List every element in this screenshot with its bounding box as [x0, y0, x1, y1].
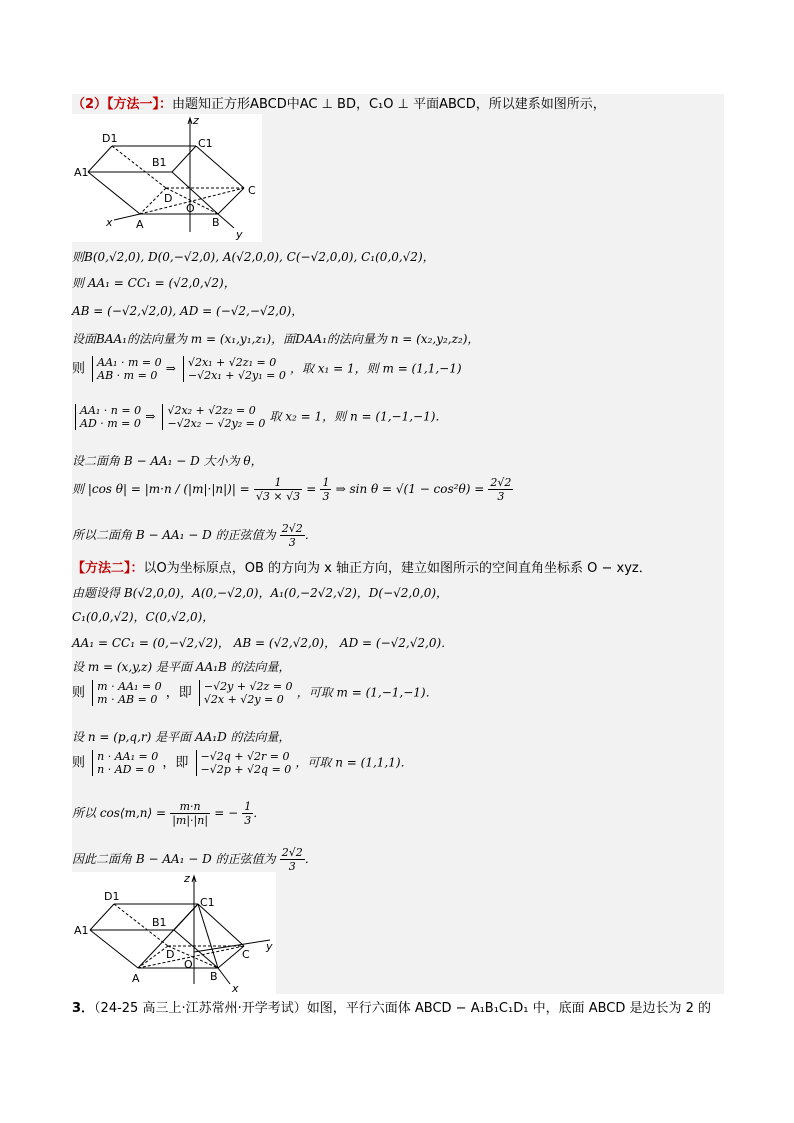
problem-number: 3．	[72, 1001, 95, 1016]
method1-normals: 设面BAA₁的法向量为 m = (x₁,y₁,z₁)，面DAA₁的法向量为 n = (x₂,y₂,z₂)，	[72, 332, 480, 346]
method2-cos: 所以 cos⟨m,n⟩ = $\frac{m\cdot n}{|m|\cdot|n|}$ = − $\frac{1}{3}$ ．	[72, 800, 266, 827]
problem-3	[72, 1000, 711, 1018]
x-axis-2	[218, 968, 230, 984]
y-axis	[218, 214, 234, 228]
method2-coords2: C₁(0,0,√2)，C(0,√2,0)，	[72, 610, 215, 624]
label-a: A	[136, 218, 144, 231]
label-d-2: D	[166, 948, 175, 961]
edge-a1-a	[88, 172, 140, 214]
method2-conclusion: 因此二面角 B − AA₁ − D 的正弦值为 $\frac{2√2}{3}$ ．	[72, 846, 317, 873]
method1-conclusion: 所以二面角 B − AA₁ − D 的正弦值为 $\frac{2√2}{3}$ ．	[72, 522, 317, 549]
system2-left: AA₁ · n = 0 AD · m = 0	[75, 404, 141, 430]
method2-vectors: AA₁ = CC₁ = (0,−√2,√2)， AB = (√2,√2,0)， AD = (−√2,√2,0)．	[72, 636, 454, 650]
system1-right: √2x₁ + √2z₁ = 0 −√2x₁ + √2y₁ = 0	[183, 356, 286, 382]
figure-coordinate-system-2	[72, 872, 276, 994]
method1-system2: AA₁ · n = 0 AD · m = 0 ⇒ √2x₂ + √2z₂ = 0 −√2x₂ − √2y₂ = 0 取 x₂ = 1，则 n = (1,−1,−1)．	[72, 404, 447, 430]
label-d1: D1	[102, 132, 118, 145]
method2-coords1: 由题设得 B(√2,0,0)，A(0,−√2,0)，A₁(0,−2√2,√2)，D(−√2,0,0)，	[72, 586, 449, 600]
label-c-2: C	[242, 948, 250, 961]
label-o-2: O	[184, 958, 193, 971]
label-a1-2: A1	[74, 924, 89, 937]
label-y: y	[236, 228, 243, 241]
edge-a1-d1-2	[90, 904, 114, 930]
label-z: z	[193, 114, 199, 127]
system2-right: √2x₂ + √2z₂ = 0 −√2x₂ − √2y₂ = 0	[162, 404, 265, 430]
system1-left: AA₁ · m = 0 AB · m = 0	[92, 356, 161, 382]
edge-a1-d1	[88, 146, 112, 172]
edge-b-c-2	[218, 946, 244, 968]
figure-coordinate-system-1	[72, 114, 262, 242]
method2-n-def: 设 n = (p,q,r) 是平面 AA₁D 的法向量，	[72, 730, 291, 744]
method2-m-def: 设 m = (x,y,z) 是平面 AA₁B 的法向量，	[72, 660, 291, 674]
method2-heading	[72, 560, 652, 578]
method2-system1: 则 m · AA₁ = 0 m · AB = 0 ，即 −√2y + √2z = 0 √2x + √2y = 0 ，可取 m = (1,−1,−1)．	[72, 680, 438, 706]
method1-heading	[72, 96, 606, 114]
method2-heading-text: 以O为坐标原点，OB 的方向为 x 轴正方向，建立如图所示的空间直角坐标系 O − xyz．	[143, 561, 652, 576]
method2-label: 【方法二】：	[72, 561, 144, 576]
label-b1: B1	[152, 156, 167, 169]
method1-heading-text: 由题知正方形ABCD中AC ⊥ BD，C₁O ⊥ 平面ABCD，所以建系如图所示，	[172, 97, 606, 112]
edge-c1-c	[196, 146, 244, 188]
label-a1: A1	[74, 166, 89, 179]
method1-label: （2）【方法一】：	[72, 97, 173, 112]
label-b: B	[212, 216, 220, 229]
label-c: C	[248, 184, 256, 197]
edge-d-a	[140, 188, 166, 214]
edge-b1-b	[172, 172, 218, 214]
edge-b1-c1	[172, 146, 196, 172]
label-o: O	[186, 202, 195, 215]
label-b-2: B	[210, 970, 218, 983]
method1-vec2: AB = (−√2,√2,0), AD = (−√2,−√2,0)，	[72, 304, 304, 318]
label-c1: C1	[198, 137, 213, 150]
method1-system1: 则 AA₁ · m = 0 AB · m = 0 ⇒ √2x₁ + √2z₁ = 0 −√2x₁ + √2y₁ = 0 ，取 x₁ = 1，则 m = (1,1,−1)	[72, 356, 462, 382]
method2-system2: 则 n · AA₁ = 0 n · AD = 0 ，即 −√2q + √2r = 0 −√2p + √2q = 0 ，可取 n = (1,1,1)．	[72, 750, 413, 776]
label-x-2: x	[232, 982, 239, 994]
problem-source: （24-25 高三上·江苏常州·开学考试）	[94, 1001, 307, 1016]
label-d1-2: D1	[104, 890, 120, 903]
edge-a1-a-2	[90, 930, 138, 968]
label-d: D	[164, 192, 173, 205]
label-c1-2: C1	[200, 896, 215, 909]
method1-vec1: 则 AA₁ = CC₁ = (√2,0,√2)，	[72, 276, 236, 290]
label-b1-2: B1	[152, 916, 167, 929]
label-x: x	[106, 216, 113, 229]
problem-text: 如图，平行六面体 ABCD − A₁B₁C₁D₁ 中，底面 ABCD 是边长为 2 的	[306, 1001, 712, 1016]
label-a-2: A	[132, 972, 140, 985]
edge-b-c	[218, 188, 244, 214]
method1-angle: 设二面角 B − AA₁ − D 大小为 θ，	[72, 454, 263, 468]
method1-coords: 则B(0,√2,0), D(0,−√2,0), A(√2,0,0), C(−√2,0,0), C₁(0,0,√2)，	[72, 250, 435, 264]
method1-cos: 则 |cos θ| = |m·n / (|m|·|n|)| = $\frac{1}{√3 \times √3}$ = $\frac{1}{3}$ ⇒ sin θ = √(1 − cos²θ) = $\frac{2√2}{3}$	[72, 476, 512, 503]
label-y-2: y	[266, 940, 273, 953]
label-z-2: z	[184, 872, 190, 885]
